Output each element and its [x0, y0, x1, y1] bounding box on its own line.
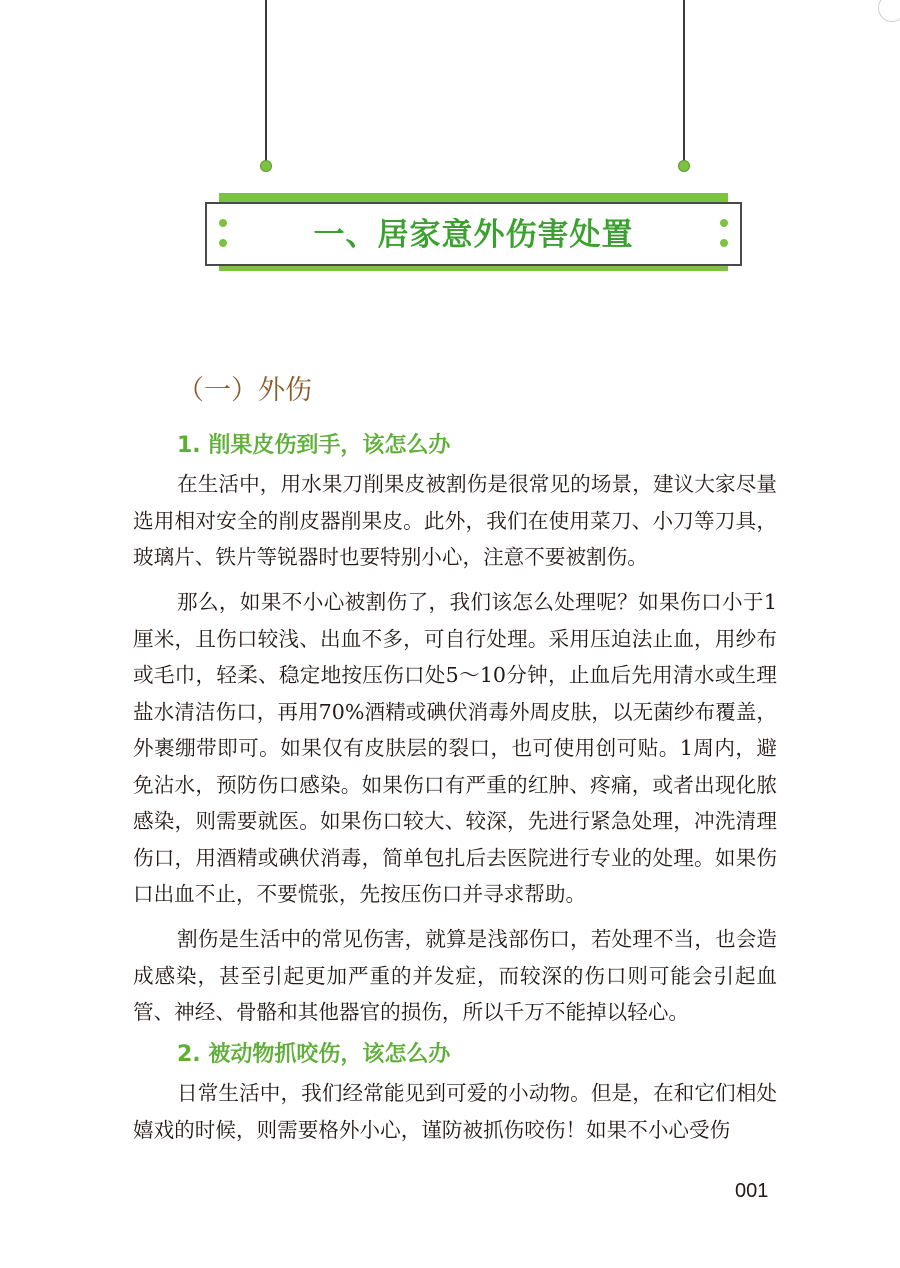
section-heading: （一）外伤 — [177, 375, 312, 406]
hanging-dot-right — [678, 160, 690, 172]
page-title: 一、居家意外伤害处置 — [313, 217, 634, 253]
paragraph: 割伤是生活中的常见伤害，就算是浅部伤口，若处理不当，也会造成感染，甚至引起更加严重的并发症，而较深的伤口则可能会引起血管、神经、骨骼和其他器官的损伤，所以千万不能掉以轻心。 — [133, 927, 777, 1024]
corner-circle-icon — [878, 0, 900, 22]
page-number: 001 — [735, 1180, 769, 1202]
paragraph: 在生活中，用水果刀削果皮被割伤是很常见的场景，建议大家尽量选用相对安全的削皮器削果皮。此外，我们在使用菜刀、小刀等刀具，玻璃片、铁片等锐器时也要特别小心，注意不要被割伤。 — [133, 472, 777, 569]
paragraph: 那么，如果不小心被割伤了，我们该怎么处理呢？如果伤口小于1厘米，且伤口较浅、出血不多，可自行处理。采用压迫法止血，用纱布或毛巾，轻柔、稳定地按压伤口处5～10分钟，止血后先用清水或生理盐水清洁伤口，再用70%酒精或碘伏消毒外周皮肤，以无菌纱布覆盖，外裹绷带即可。如果仅有皮肤层的裂口，也可使用创可贴。1周内，避免沾水，预防伤口感染。如果伤口有严重的红肿、疼痛，或者出现化脓感染，则需要就医。如果伤口较大、较深，先进行紧急处理，冲洗清理伤口，用酒精或碘伏消毒，简单包扎后去医院进行专业的处理。如果伤口出血不止，不要慌张，先按压伤口并寻求帮助。 — [133, 590, 777, 906]
subsection-heading-2: 2. 被动物抓咬伤，该怎么办 — [177, 1042, 451, 1067]
hanging-line-left — [265, 0, 267, 166]
hanging-dot-left — [260, 160, 272, 172]
title-banner — [205, 202, 742, 266]
hanging-line-right — [683, 0, 685, 166]
paragraph: 日常生活中，我们经常能见到可爱的小动物。但是，在和它们相处嬉戏的时候，则需要格外小心，谨防被抓伤咬伤！如果不小心受伤 — [133, 1081, 777, 1142]
subsection-heading-1: 1. 削果皮伤到手，该怎么办 — [177, 433, 451, 458]
